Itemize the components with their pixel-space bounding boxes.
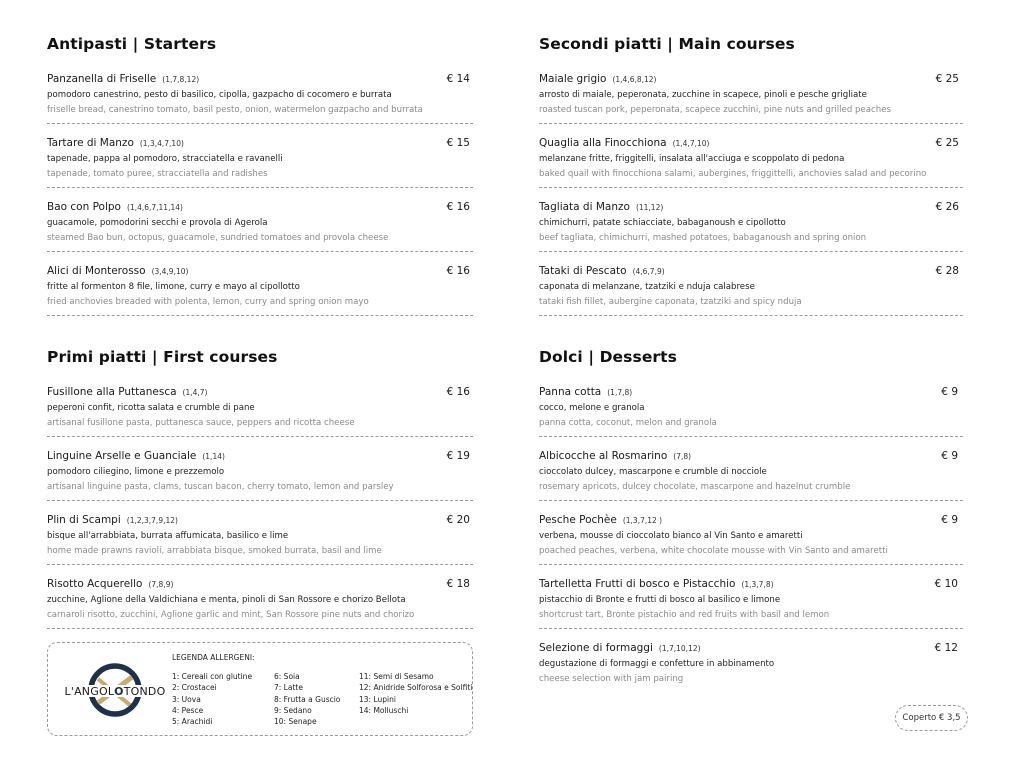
- legend-entry: 3: Uova: [172, 694, 201, 704]
- allergen-legend: [47, 642, 473, 736]
- legend-entry: 14: Molluschi: [359, 705, 409, 715]
- item-price: € 15: [446, 137, 470, 149]
- item-description-it: caponata di melanzane, tzatziki e nduja calabrese: [539, 282, 755, 292]
- menu-item: [47, 136, 473, 188]
- legend-column: [359, 671, 472, 716]
- item-allergens: (1,4,6,8,12): [612, 75, 657, 84]
- logo-text-part1: L'ANGOL: [64, 685, 115, 698]
- item-allergens: (7,8,9): [148, 580, 174, 589]
- item-name: Tartare di Manzo: [47, 137, 134, 149]
- legend-entry: 11: Semi di Sesamo: [359, 672, 434, 681]
- item-description-it: melanzane fritte, friggitelli, insalata all'acciuga e scoppolato di pedona: [539, 154, 845, 164]
- menu-item: [539, 200, 963, 252]
- item-description-it: pomodoro canestrino, pesto di basilico, cipolla, gazpacho di cocomero e burrata: [47, 90, 392, 100]
- menu-item: [47, 72, 473, 124]
- logo-text: [65, 685, 166, 698]
- legend-entry: 10: Senape: [274, 717, 317, 727]
- item-name: Plin di Scampi: [47, 514, 121, 526]
- item-name-line: [539, 449, 963, 464]
- menu-item: [47, 264, 473, 316]
- item-description-en: beef tagliata, chimichurri, mashed potatoes, babaganoush and spring onion: [539, 233, 867, 243]
- item-description-en: roasted tuscan pork, peperonata, scapece zucchini, pine nuts and grilled peaches: [539, 105, 891, 115]
- item-description-en: tapenade, tomato puree, stracciatella and radishes: [47, 169, 268, 179]
- item-name: Selezione di formaggi: [539, 642, 653, 654]
- item-description-it: zucchine, Aglione della Valdichiana e menta, pinoli di San Rossore e chorizo Bellota: [47, 595, 406, 605]
- item-description-it: degustazione di formaggi e confetture in abbinamento: [539, 659, 775, 669]
- item-price: € 16: [446, 201, 470, 213]
- item-allergens: (7,8): [673, 452, 692, 461]
- section-starters: [47, 35, 473, 316]
- item-name: Pesche Pochèe: [539, 514, 617, 526]
- item-description-en: artisanal fusillone pasta, puttanesca sauce, peppers and ricotta cheese: [47, 418, 355, 428]
- section-title: Antipasti | Starters: [47, 35, 217, 53]
- item-description-en: cheese selection with jam pairing: [539, 674, 684, 684]
- item-description-it: tapenade, pappa al pomodoro, stracciatella e ravanelli: [47, 154, 283, 164]
- item-name: Maiale grigio: [539, 73, 607, 85]
- item-allergens: (1,4,7): [182, 388, 208, 397]
- item-name: Albicocche al Rosmarino: [539, 450, 668, 462]
- legend-entry: 2: Crostacei: [172, 683, 217, 693]
- section-title: Dolci | Desserts: [539, 348, 678, 366]
- legend-entry: 7: Latte: [274, 683, 303, 693]
- item-name: Panna cotta: [539, 386, 602, 398]
- item-name: Tagliata di Manzo: [539, 201, 630, 213]
- legend-column: [172, 671, 252, 727]
- item-name: Risotto Acquerello: [47, 578, 143, 590]
- legend-entry: 13: Lupini: [359, 694, 396, 704]
- item-allergens: (1,3,4,7,10): [139, 139, 184, 148]
- item-description-en: rosemary apricots, dulcey chocolate, mascarpone and hazelnut crumble: [539, 482, 851, 492]
- item-name-line: [47, 200, 473, 215]
- section-main-courses: [539, 35, 963, 316]
- item-description-it: guacamole, pomodorini secchi e provola di Agerola: [47, 218, 268, 228]
- section-first-courses: [47, 348, 473, 629]
- item-name-line: [47, 385, 473, 400]
- item-description-it: chimichurri, patate schiacciate, babaganoush e cipollotto: [539, 218, 786, 228]
- item-description-it: verbena, mousse di cioccolato bianco al Vin Santo e amaretti: [539, 531, 803, 541]
- legend-entry: 1: Cereali con glutine: [172, 672, 253, 681]
- item-description-it: cocco, melone e granola: [539, 403, 645, 413]
- item-allergens: (1,7,8): [607, 388, 633, 397]
- legend-entry: 6: Soia: [274, 672, 300, 681]
- item-price: € 14: [446, 73, 470, 85]
- item-name-line: [47, 72, 473, 87]
- item-description-it: bisque all'arrabbiata, burrata affumicata, basilico e lime: [47, 531, 289, 541]
- item-allergens: (1,4,7,10): [672, 139, 710, 148]
- item-description-en: poached peaches, verbena, white chocolate mousse with Vin Santo and amaretti: [539, 546, 888, 556]
- item-name: Quaglia alla Finocchiona: [539, 137, 667, 149]
- item-description-en: home made prawns ravioli, arrabbiata bisque, smoked burrata, basil and lime: [47, 546, 382, 556]
- item-name-line: [539, 136, 963, 151]
- item-description-en: fried anchovies breaded with polenta, lemon, curry and spring onion mayo: [47, 297, 369, 307]
- item-allergens: (1,7,8,12): [162, 75, 200, 84]
- item-name: Alici di Monterosso: [47, 265, 146, 277]
- item-name-line: [539, 200, 963, 215]
- item-description-it: peperoni confit, ricotta salata e crumble di pane: [47, 403, 255, 413]
- item-name: Fusillone alla Puttanesca: [47, 386, 177, 398]
- menu-item: [539, 136, 963, 188]
- item-description-it: arrosto di maiale, peperonata, zucchine in scapece, pinoli e pesche grigliate: [539, 90, 867, 100]
- item-allergens: (1,14): [202, 452, 225, 461]
- item-name-line: [47, 136, 473, 151]
- item-name-line: [539, 385, 963, 400]
- item-list: [47, 72, 473, 316]
- item-allergens: (11,12): [635, 203, 664, 212]
- item-list: [47, 385, 473, 629]
- item-price: € 9: [941, 450, 958, 462]
- menu-item: [539, 577, 963, 629]
- legend-title: LEGENDA ALLERGENI:: [172, 653, 255, 662]
- item-name-line: [539, 72, 963, 87]
- item-allergens: (1,3,7,8): [741, 580, 774, 589]
- item-name-line: [47, 513, 473, 528]
- coperto-badge: Coperto € 3,5: [895, 705, 968, 731]
- section-title: Primi piatti | First courses: [47, 348, 278, 366]
- item-description-it: pistacchio di Bronte e frutti di bosco al basilico e limone: [539, 595, 781, 605]
- logo-ring-letter-icon: O: [114, 685, 124, 698]
- item-name: Panzanella di Friselle: [47, 73, 157, 85]
- item-allergens: (1,2,3,7,9,12): [126, 516, 178, 525]
- item-name-line: [47, 577, 473, 592]
- item-allergens: (3,4,9,10): [151, 267, 189, 276]
- item-name: Linguine Arselle e Guanciale: [47, 450, 197, 462]
- item-description-en: friselle bread, canestrino tomato, basil pesto, onion, watermelon gazpacho and burrata: [47, 105, 423, 115]
- item-name: Tartelletta Frutti di bosco e Pistacchio: [539, 578, 736, 590]
- menu-item: [539, 513, 963, 565]
- logo-text-part2: TONDO: [123, 685, 166, 698]
- menu-item: [47, 577, 473, 629]
- menu-item: [539, 641, 963, 693]
- item-allergens: (1,4,6,7,11,14): [126, 203, 183, 212]
- item-name-line: [539, 577, 963, 592]
- item-price: € 25: [935, 73, 959, 85]
- menu-item: [47, 200, 473, 252]
- item-name-line: [47, 449, 473, 464]
- item-list: [539, 385, 963, 693]
- legend-entry: 9: Sedano: [274, 705, 312, 715]
- item-name: Tataki di Pescato: [539, 265, 627, 277]
- legend-entry: 5: Arachidi: [172, 717, 213, 727]
- item-price: € 19: [446, 450, 470, 462]
- item-description-en: steamed Bao bun, octopus, guacamole, sundried tomatoes and provola cheese: [47, 233, 389, 243]
- item-price: € 12: [934, 642, 958, 654]
- item-price: € 16: [446, 386, 470, 398]
- menu-item: [539, 72, 963, 124]
- menu-item: [47, 449, 473, 501]
- item-description-it: cioccolato dulcey, mascarpone e crumble di nocciole: [539, 467, 767, 477]
- item-name-line: [539, 264, 963, 279]
- legend-entry: 12: Anidride Solforosa e Solfiti: [359, 683, 473, 693]
- section-desserts: [539, 348, 963, 693]
- item-allergens: (4,6,7,9): [632, 267, 665, 276]
- menu-item: [539, 449, 963, 501]
- item-name-line: [47, 264, 473, 279]
- restaurant-logo: [56, 657, 174, 725]
- item-allergens: (1,7,10,12): [658, 644, 701, 653]
- item-name-line: [539, 641, 963, 656]
- item-price: € 9: [941, 514, 958, 526]
- item-price: € 18: [446, 578, 470, 590]
- item-price: € 10: [934, 578, 958, 590]
- item-name-line: [539, 513, 963, 528]
- item-price: € 16: [446, 265, 470, 277]
- item-description-it: fritte al formenton 8 file, limone, curry e mayo al cipollotto: [47, 282, 300, 292]
- legend-entry: 4: Pesce: [172, 705, 204, 715]
- item-description-en: shortcrust tart, Bronte pistachio and red fruits with basil and lemon: [539, 610, 830, 620]
- item-price: € 20: [446, 514, 470, 526]
- item-description-en: panna cotta, coconut, melon and granola: [539, 418, 717, 428]
- item-price: € 9: [941, 386, 958, 398]
- item-description-en: carnaroli risotto, zucchini, Aglione garlic and mint, San Rossore pine nuts and chorizo: [47, 610, 415, 620]
- legend-entry: 8: Frutta a Guscio: [274, 694, 341, 704]
- section-title: Secondi piatti | Main courses: [539, 35, 795, 53]
- item-name: Bao con Polpo: [47, 201, 121, 213]
- menu-item: [539, 385, 963, 437]
- legend-column: [274, 671, 340, 727]
- item-description-en: tataki fish fillet, aubergine caponata, tzatziki and spicy nduja: [539, 297, 802, 307]
- menu-item: [539, 264, 963, 316]
- item-list: [539, 72, 963, 316]
- item-description-it: pomodoro ciliegino, limone e prezzemolo: [47, 467, 225, 477]
- item-price: € 28: [935, 265, 959, 277]
- menu-item: [47, 385, 473, 437]
- item-description-en: baked quail with finocchiona salami, aubergines, friggittelli, anchovies salad and pecorino: [539, 169, 927, 179]
- item-price: € 26: [935, 201, 959, 213]
- item-allergens: (1,3,7,12 ): [622, 516, 663, 525]
- menu-item: [47, 513, 473, 565]
- item-price: € 25: [935, 137, 959, 149]
- item-description-en: artisanal linguine pasta, clams, tuscan bacon, cherry tomato, lemon and parsley: [47, 482, 394, 492]
